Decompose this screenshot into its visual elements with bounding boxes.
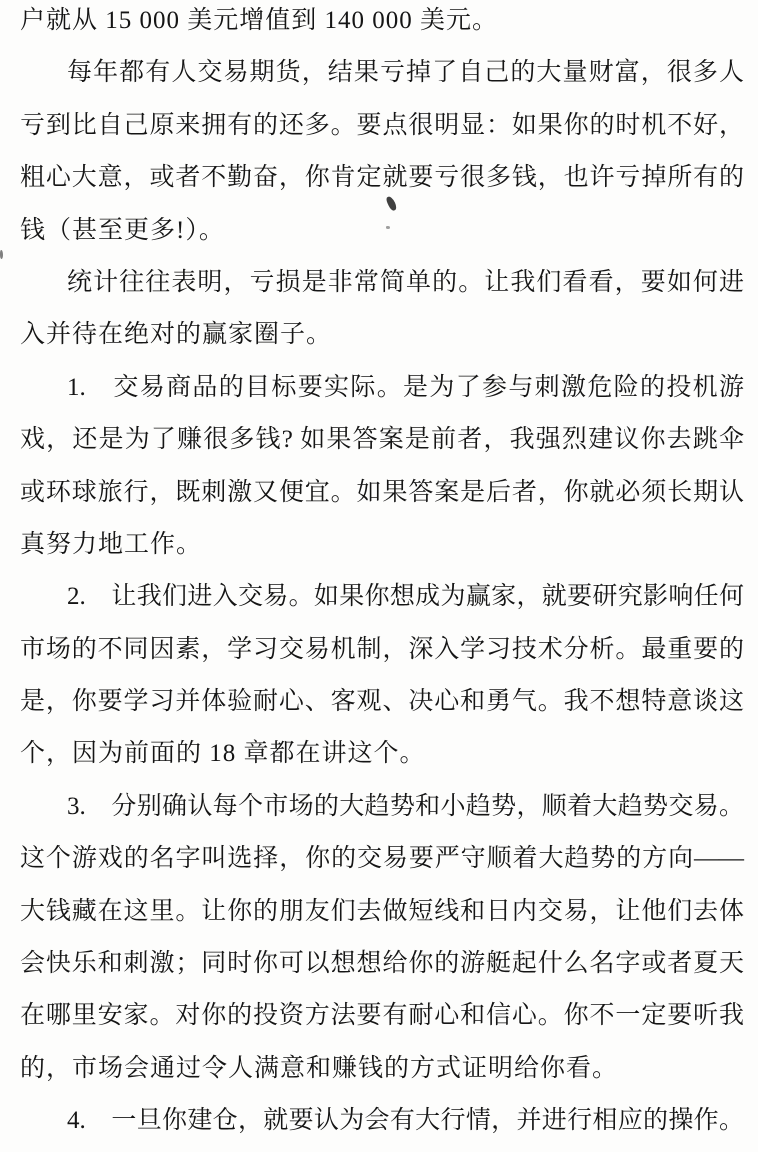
page-text [20, 0, 744, 1148]
text-line: 是，你要学习并体验耐心、客观、决心和勇气。我不想特意谈这 [20, 688, 744, 716]
text-line: 2. 让我们进入交易。如果你想成为赢家，就要研究影响任何 [67, 583, 744, 611]
text-line: 或环球旅行，既刺激又便宜。如果答案是后者，你就必须长期认 [20, 478, 744, 506]
text-line: 会快乐和刺激；同时你可以想想给你的游艇起什么名字或者夏天 [20, 950, 744, 978]
edge-mark [0, 250, 3, 259]
text-line: 入并待在绝对的赢家圈子。 [20, 321, 333, 349]
text-line: 4. 一旦你建仓，就要认为会有大行情，并进行相应的操作。 [67, 1107, 744, 1135]
text-line: 大钱藏在这里。让你的朋友们去做短线和日内交易，让他们去体 [20, 897, 744, 925]
text-line: 的，市场会通过令人满意和赚钱的方式证明给你看。 [20, 1054, 619, 1082]
text-line: 市场的不同因素，学习交易机制，深入学习技术分析。最重要的 [20, 635, 744, 663]
text-line: 这个游戏的名字叫选择，你的交易要严守顺着大趋势的方向—— [20, 845, 744, 873]
text-line: 3. 分别确认每个市场的大趋势和小趋势，顺着大趋势交易。 [67, 792, 744, 820]
text-line: 每年都有人交易期货，结果亏掉了自己的大量财富，很多人 [67, 59, 744, 87]
ink-dot [386, 226, 390, 229]
text-line: 粗心大意，或者不勤奋，你肯定就要亏很多钱，也许亏掉所有的 [20, 164, 744, 192]
text-line: 真努力地工作。 [20, 530, 203, 558]
text-line: 统计往往表明，亏损是非常简单的。让我们看看，要如何进 [67, 268, 744, 296]
text-line: 户就从 15 000 美元增值到 140 000 美元。 [20, 7, 499, 34]
text-line: 钱（甚至更多!）。 [20, 216, 225, 244]
text-line: 戏，还是为了赚很多钱? 如果答案是前者，我强烈建议你去跳伞 [20, 426, 744, 454]
text-line: 亏到比自己原来拥有的还多。要点很明显：如果你的时机不好， [20, 111, 744, 139]
text-line: 在哪里安家。对你的投资方法要有耐心和信心。你不一定要听我 [20, 1002, 744, 1030]
text-line: 个，因为前面的 18 章都在讲这个。 [20, 740, 426, 768]
text-line: 1. 交易商品的目标要实际。是为了参与刺激危险的投机游 [67, 373, 744, 401]
